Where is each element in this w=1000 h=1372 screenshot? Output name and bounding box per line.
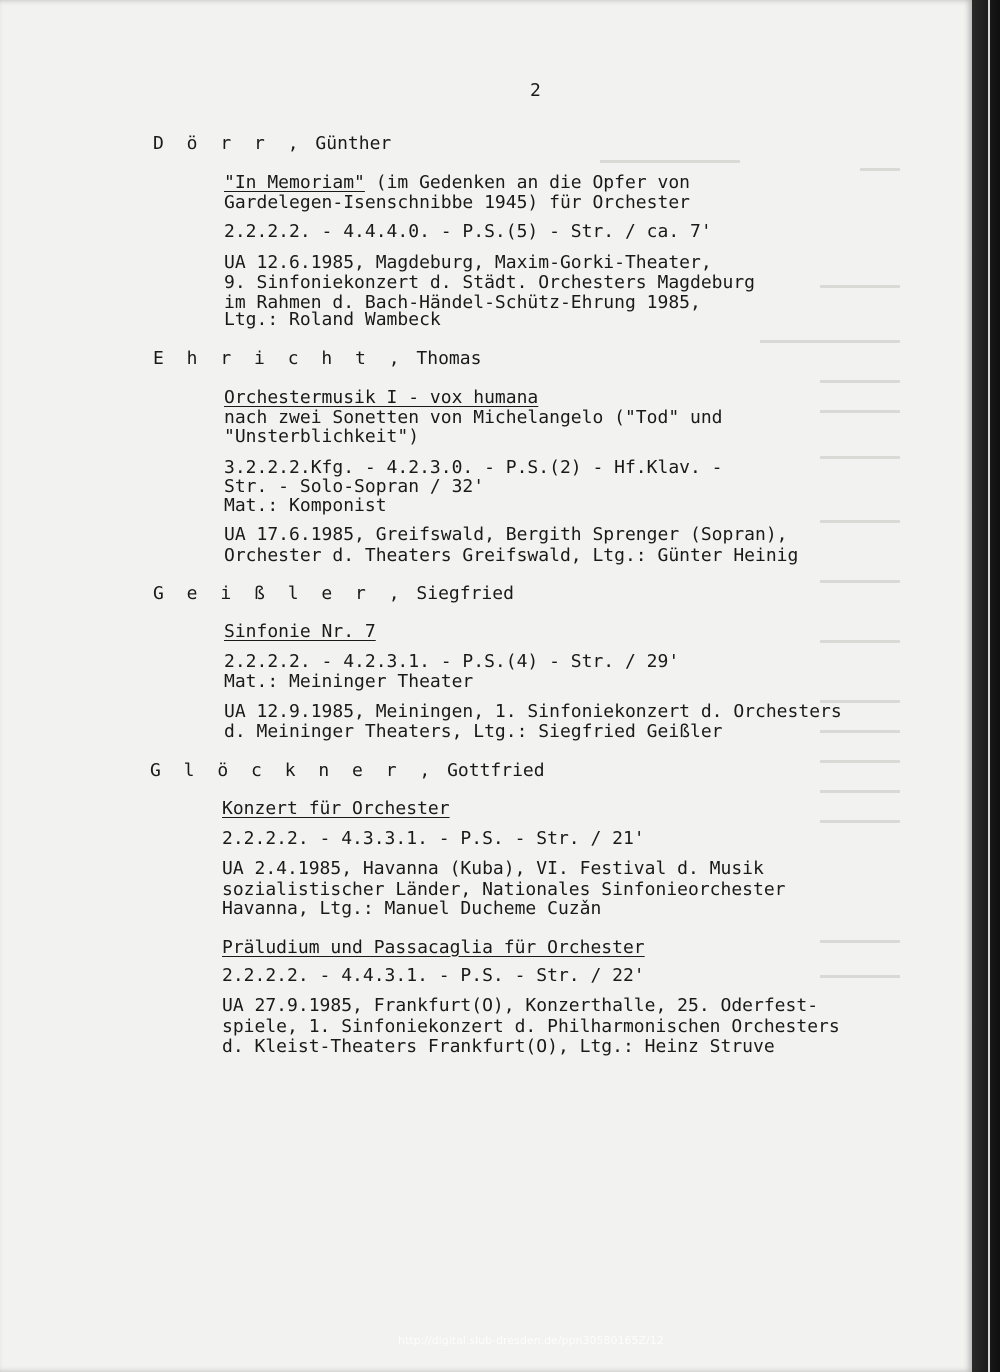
premiere-line: Orchester d. Theaters Greifswald, Ltg.: Günter Heinig	[224, 545, 799, 566]
composer-given-name: Günther	[315, 133, 392, 154]
work-material: Mat.: Komponist	[224, 495, 387, 516]
premiere-line: d. Meininger Theaters, Ltg.: Siegfried Geißler	[224, 721, 723, 742]
work-title	[224, 388, 538, 408]
work-title-underlined: "In Memoriam"	[224, 172, 365, 193]
work-title-line: Gardelegen-Isenschnibbe 1945) für Orchester	[224, 192, 690, 213]
premiere-line: UA 2.4.1985, Havanna (Kuba), VI. Festival d. Musik	[222, 858, 764, 879]
work-scoring: Str. - Solo-Sopran / 32'	[224, 476, 485, 497]
composer-given-name: Thomas	[416, 348, 482, 369]
work-scoring: 2.2.2.2. - 4.4.4.0. - P.S.(5) - Str. / ca. 7'	[224, 221, 712, 242]
composer-surname: E h r i c h t ,	[153, 348, 406, 369]
work-scoring: 3.2.2.2.Kfg. - 4.2.3.0. - P.S.(2) - Hf.Klav. -	[224, 457, 723, 478]
composer-surname: D ö r r ,	[153, 133, 305, 154]
premiere-line: sozialistischer Länder, Nationales Sinfonieorchester	[222, 879, 786, 900]
premiere-line: UA 17.6.1985, Greifswald, Bergith Sprenger (Sopran),	[224, 524, 788, 545]
work-title	[222, 938, 645, 958]
premiere-line: Havanna, Ltg.: Manuel Ducheme Cuzǎn	[222, 898, 602, 919]
work-title-underlined: Konzert für Orchester	[222, 798, 450, 819]
work-scoring: 2.2.2.2. - 4.3.3.1. - P.S. - Str. / 21'	[222, 828, 645, 849]
page-number: 2	[530, 80, 541, 101]
work-title-line: "Unsterblichkeit")	[224, 426, 420, 447]
page-edge-line	[988, 0, 990, 1372]
work-scoring: 2.2.2.2. - 4.4.3.1. - P.S. - Str. / 22'	[222, 965, 645, 986]
work-material: Mat.: Meininger Theater	[224, 671, 474, 692]
composer-heading	[150, 760, 545, 781]
work-title-rest: (im Gedenken an die Opfer von	[364, 172, 690, 193]
composer-given-name: Gottfried	[447, 760, 545, 781]
work-title-line: nach zwei Sonetten von Michelangelo ("Tod" und	[224, 407, 723, 428]
work-title-underlined: Präludium und Passacaglia für Orchester	[222, 937, 645, 958]
page-edge-shadow	[972, 0, 1000, 1372]
premiere-line: spiele, 1. Sinfoniekonzert d. Philharmonischen Orchesters	[222, 1016, 840, 1037]
composer-heading	[153, 133, 391, 154]
work-scoring: 2.2.2.2. - 4.2.3.1. - P.S.(4) - Str. / 29'	[224, 651, 680, 672]
work-title-underlined: Orchestermusik I - vox humana	[224, 387, 539, 408]
composer-surname: G e i ß l e r ,	[153, 583, 406, 604]
work-title-underlined: Sinfonie Nr. 7	[224, 621, 376, 642]
work-title	[224, 622, 376, 642]
composer-surname: G l ö c k n e r ,	[150, 760, 437, 781]
premiere-line: UA 12.9.1985, Meiningen, 1. Sinfoniekonzert d. Orchesters	[224, 701, 842, 722]
premiere-line: im Rahmen d. Bach-Händel-Schütz-Ehrung 1985,	[224, 292, 701, 313]
work-title	[224, 173, 690, 193]
composer-heading	[153, 583, 514, 604]
work-title	[222, 799, 450, 819]
premiere-line: UA 27.9.1985, Frankfurt(O), Konzerthalle, 25. Oderfest-	[222, 995, 819, 1016]
premiere-line: Ltg.: Roland Wambeck	[224, 309, 441, 330]
premiere-line: UA 12.6.1985, Magdeburg, Maxim-Gorki-Theater,	[224, 252, 712, 273]
premiere-line: d. Kleist-Theaters Frankfurt(O), Ltg.: Heinz Struve	[222, 1036, 775, 1057]
premiere-line: 9. Sinfoniekonzert d. Städt. Orchesters Magdeburg	[224, 272, 756, 293]
composer-heading	[153, 348, 481, 369]
source-url: http://digital.slub-dresden.de/ppn30580165Z/12	[398, 1334, 664, 1347]
composer-given-name: Siegfried	[416, 583, 514, 604]
